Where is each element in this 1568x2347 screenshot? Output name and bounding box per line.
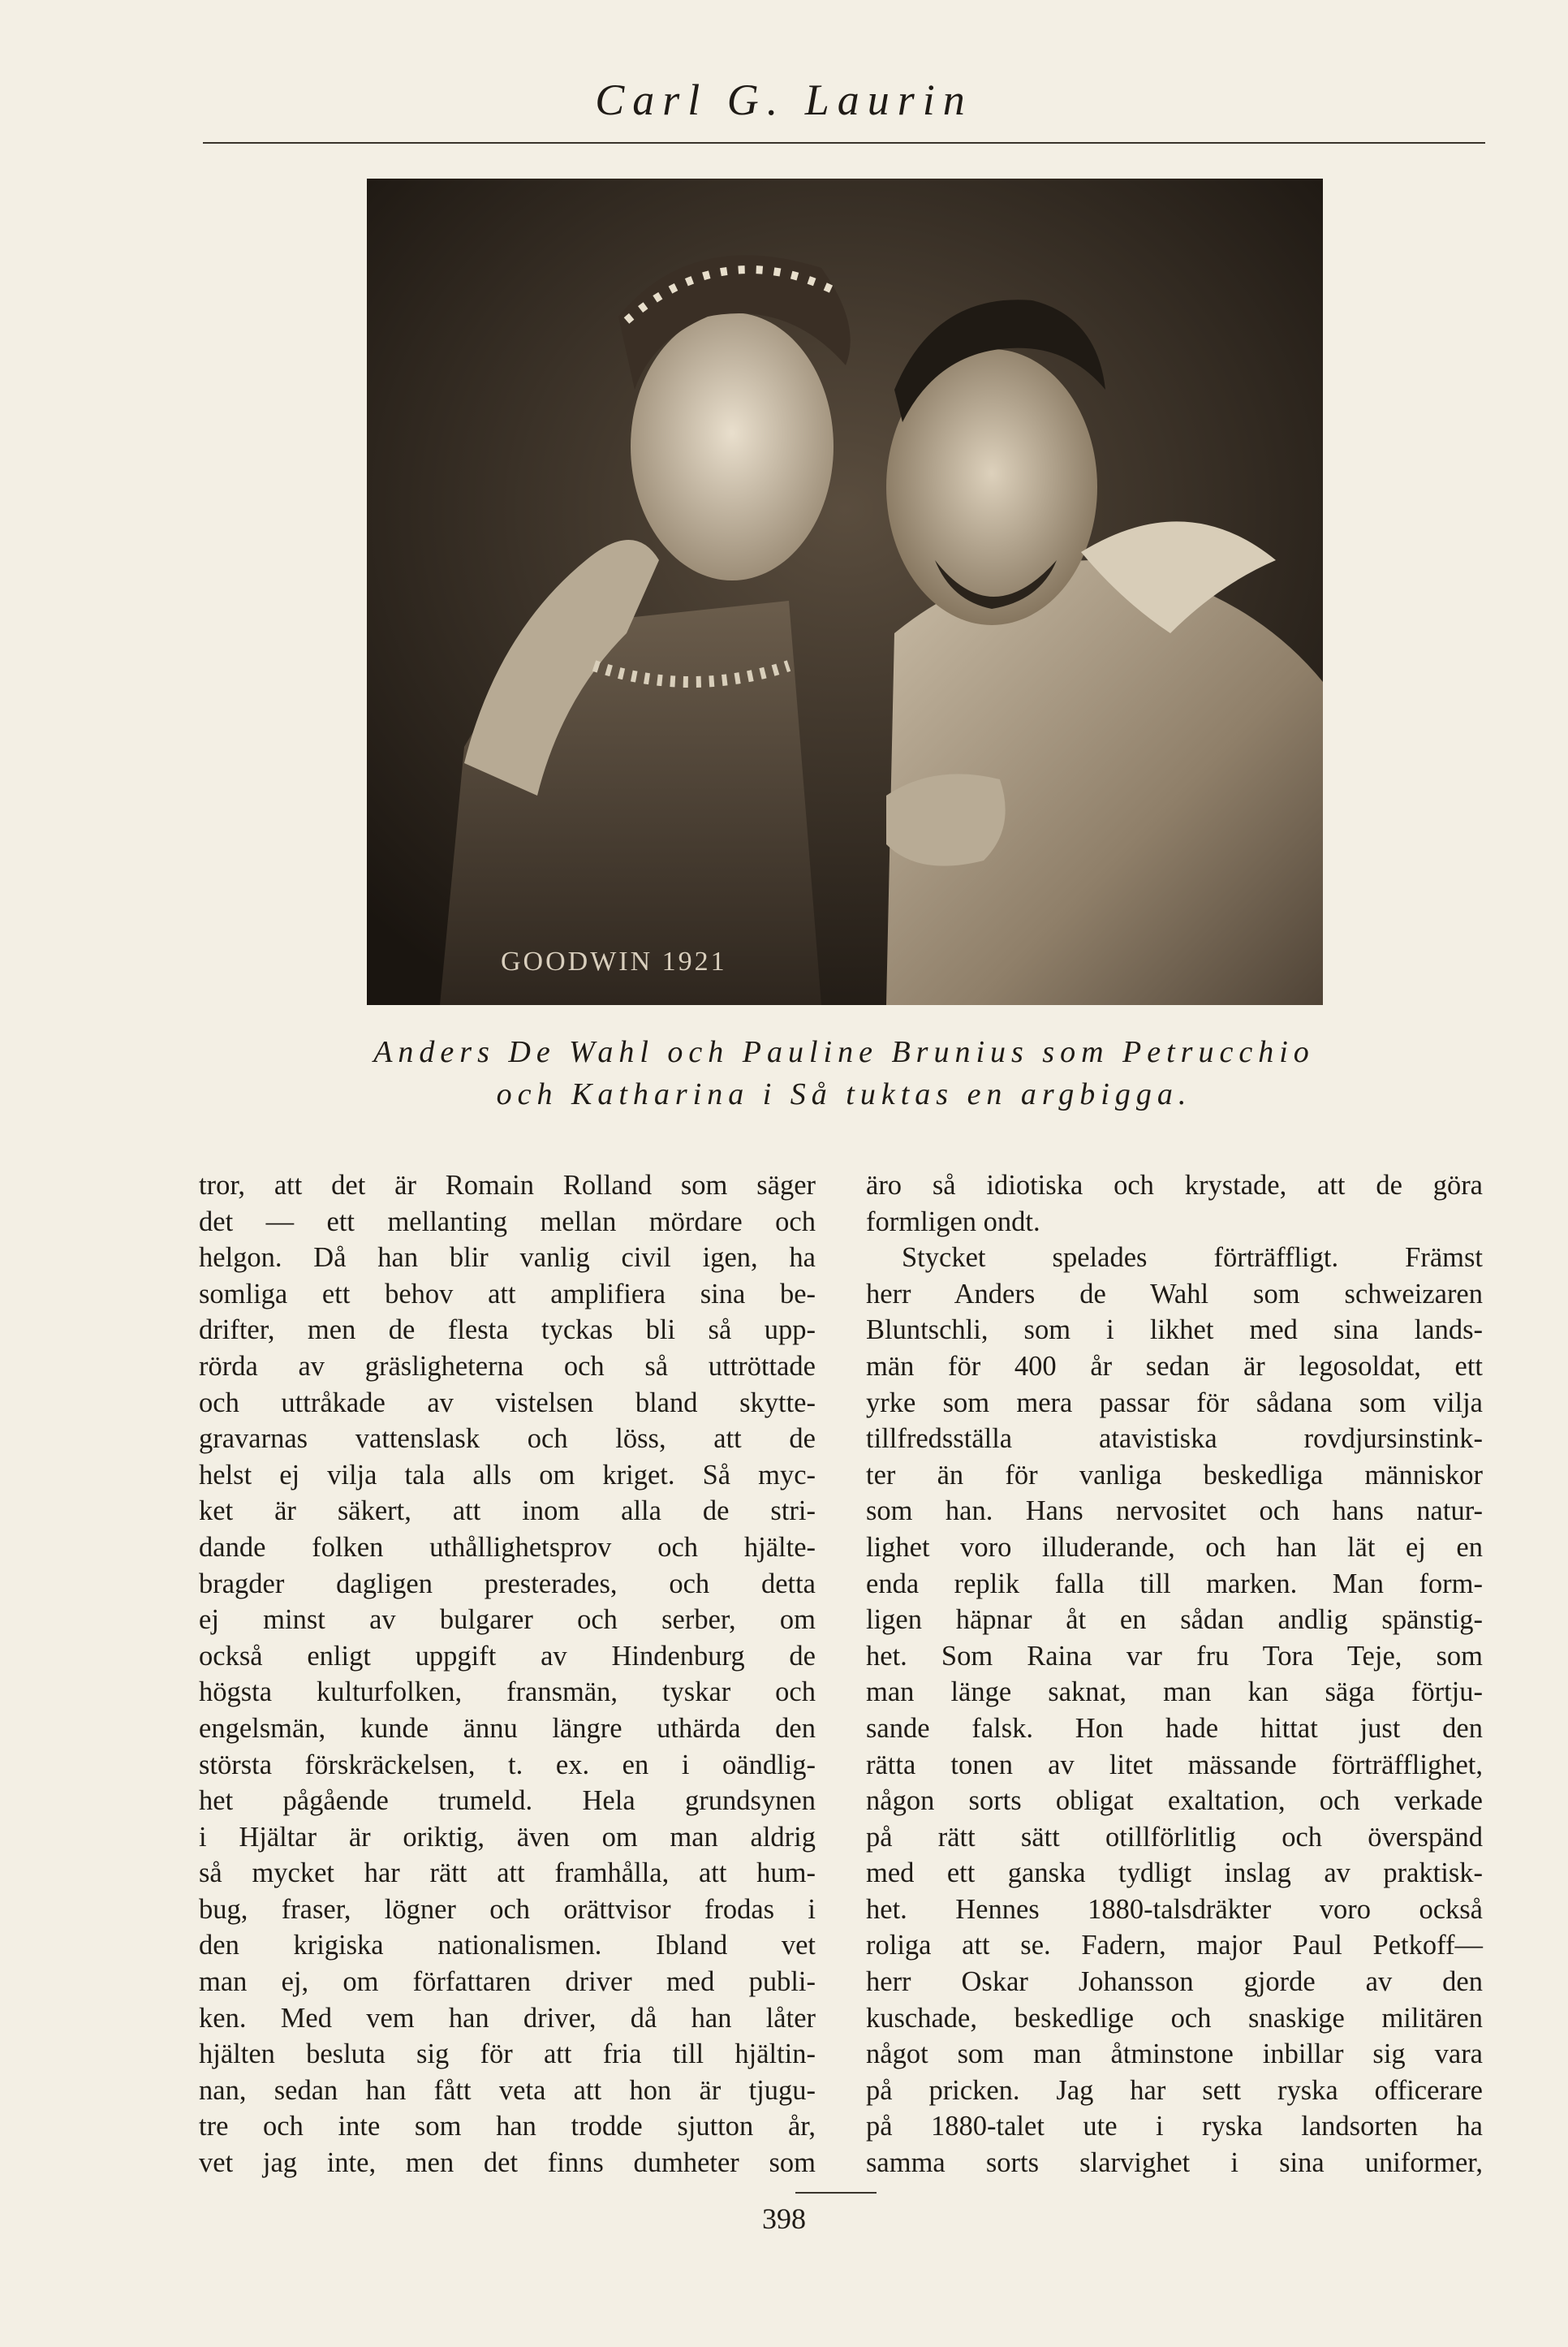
text-line: det — ett mellanting mellan mördare och xyxy=(199,1206,816,1237)
text-line: man ej, om författaren driver med publi- xyxy=(199,1966,816,1998)
text-line: män för 400 år sedan är legosoldat, ett xyxy=(866,1350,1483,1382)
text-line: den krigiska nationalismen. Ibland vet xyxy=(199,1930,816,1961)
photograph-image xyxy=(367,179,1323,1005)
text-line: formligen ondt. xyxy=(866,1206,1040,1237)
header-rule xyxy=(203,142,1485,144)
text-line: ket är säkert, att inom alla de stri- xyxy=(199,1495,816,1527)
text-line: största förskräckelsen, t. ex. en i oändlig- xyxy=(199,1749,816,1780)
text-line: på pricken. Jag har sett ryska officerare xyxy=(866,2074,1483,2106)
theatre-photograph xyxy=(367,179,1323,1005)
running-head: Carl G. Laurin xyxy=(595,76,973,124)
text-line: vet jag inte, men det finns dumheter som xyxy=(199,2147,816,2179)
text-line: tror, att det är Romain Rolland som säger xyxy=(199,1170,816,1201)
text-line: i Hjältar är oriktig, även om man aldrig xyxy=(199,1821,816,1853)
text-line: roliga att se. Fadern, major Paul Petkoff— xyxy=(866,1930,1483,1961)
text-line: kuschade, beskedlige och snaskige militären xyxy=(866,2002,1483,2034)
text-line: som han. Hans nervositet och hans natur- xyxy=(866,1495,1483,1527)
text-line: somliga ett behov att amplifiera sina be- xyxy=(199,1278,816,1309)
caption-line-2: och Katharina i Så tuktas en argbigga. xyxy=(496,1077,1192,1111)
text-line: med ett ganska tydligt inslag av praktisk- xyxy=(866,1857,1483,1889)
text-line: också enligt uppgift av Hindenburg de xyxy=(199,1640,816,1672)
text-line: Stycket spelades förträffligt. Främst xyxy=(902,1242,1483,1274)
text-line: het. Hennes 1880-talsdräkter voro också xyxy=(866,1893,1483,1925)
text-line: tre och inte som han trodde sjutton år, xyxy=(199,2111,816,2142)
text-line: gravarnas vattenslask och löss, att de xyxy=(199,1423,816,1455)
text-line: man länge saknat, man kan säga förtju- xyxy=(866,1676,1483,1708)
text-line: bug, fraser, lögner och orättvisor frodas i xyxy=(199,1893,816,1925)
text-line: och uttråkade av vistelsen bland skytte- xyxy=(199,1387,816,1418)
text-line: ter än för vanliga beskedliga människor xyxy=(866,1459,1483,1491)
text-line: het pågående trumeld. Hela grundsynen xyxy=(199,1785,816,1817)
text-line: Bluntschli, som i likhet med sina lands- xyxy=(866,1314,1483,1346)
text-line: på rätt sätt otillförlitlig och överspänd xyxy=(866,1821,1483,1853)
man-hand xyxy=(886,774,1006,865)
text-line: äro så idiotiska och krystade, att de göra xyxy=(866,1170,1483,1201)
text-line: så mycket har rätt att framhålla, att hum- xyxy=(199,1857,816,1889)
left-text-column xyxy=(199,1167,816,2181)
text-line: tillfredsställa atavistiska rovdjursinstink- xyxy=(866,1423,1483,1455)
photographer-signature: GOODWIN 1921 xyxy=(501,947,727,977)
text-line: samma sorts slarvighet i sina uniformer, xyxy=(866,2147,1483,2179)
text-line: drifter, men de flesta tyckas bli så upp- xyxy=(199,1314,816,1346)
photo-caption xyxy=(203,1031,1485,1115)
text-line: helst ej vilja tala alls om kriget. Så myc- xyxy=(199,1459,816,1491)
text-line: något som man åtminstone inbillar sig vara xyxy=(866,2039,1483,2070)
text-line: sande falsk. Hon hade hittat just den xyxy=(866,1712,1483,1744)
text-line: nan, sedan han fått veta att hon är tjugu- xyxy=(199,2074,816,2106)
text-line: enda replik falla till marken. Man form- xyxy=(866,1568,1483,1599)
page-number: 398 xyxy=(762,2202,806,2235)
text-line: rörda av gräsligheterna och så uttröttade xyxy=(199,1350,816,1382)
text-line: bragder dagligen presterades, och detta xyxy=(199,1568,816,1599)
text-line: högsta kulturfolken, fransmän, tyskar och xyxy=(199,1676,816,1708)
text-line: yrke som mera passar för sådana som vilja xyxy=(866,1387,1483,1418)
text-line: herr Anders de Wahl som schweizaren xyxy=(866,1278,1483,1309)
caption-line-1: Anders De Wahl och Pauline Brunius som Petrucchio xyxy=(373,1035,1315,1069)
right-text-column xyxy=(866,1167,1483,2181)
text-line: ej minst av bulgarer och serber, om xyxy=(199,1604,816,1636)
folio-rule xyxy=(795,2192,877,2194)
woman-face xyxy=(631,313,834,580)
text-line: ligen häpnar åt en sådan andlig spänstig- xyxy=(866,1604,1483,1636)
text-line: helgon. Då han blir vanlig civil igen, ha xyxy=(199,1242,816,1274)
text-line: ken. Med vem han driver, då han låter xyxy=(199,2002,816,2034)
text-line: het. Som Raina var fru Tora Teje, som xyxy=(866,1640,1483,1672)
text-line: lighet voro illuderande, och han lät ej en xyxy=(866,1531,1483,1563)
text-line: herr Oskar Johansson gjorde av den xyxy=(866,1966,1483,1998)
text-line: hjälten besluta sig för att fria till hjältin- xyxy=(199,2039,816,2070)
text-line: rätta tonen av litet mässande förträfflighet, xyxy=(866,1749,1483,1780)
text-line: på 1880-talet ute i ryska landsorten ha xyxy=(866,2111,1483,2142)
text-line: någon sorts obligat exaltation, och verkade xyxy=(866,1785,1483,1817)
text-line: dande folken uthållighetsprov och hjälte- xyxy=(199,1531,816,1563)
text-line: engelsmän, kunde ännu längre uthärda den xyxy=(199,1712,816,1744)
